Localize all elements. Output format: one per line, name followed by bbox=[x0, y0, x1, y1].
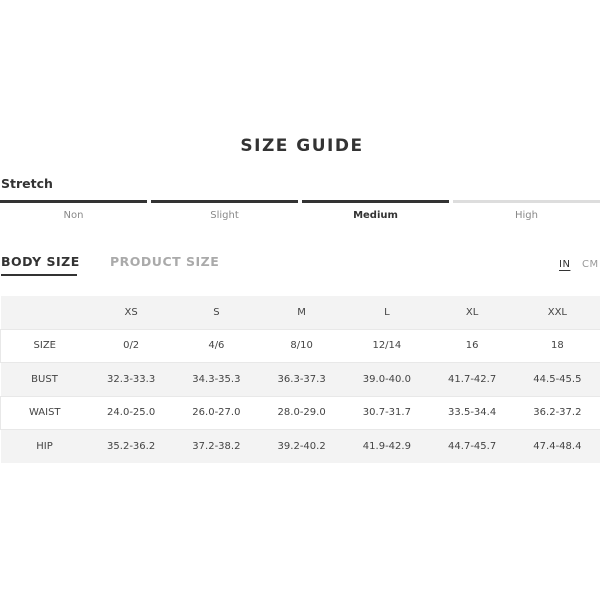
table-cell: 18 bbox=[515, 329, 600, 363]
stretch-level-slight: Slight bbox=[210, 210, 239, 221]
tab-body-size[interactable]: BODY SIZE bbox=[1, 254, 80, 269]
column-header: L bbox=[384, 306, 390, 318]
table-header-row bbox=[1, 296, 600, 329]
column-header: S bbox=[213, 306, 220, 318]
stretch-bar-non bbox=[0, 200, 147, 203]
table-cell: 16 bbox=[430, 329, 515, 363]
table-row bbox=[1, 396, 600, 430]
stretch-label: Stretch bbox=[1, 176, 53, 191]
table-cell: 41.7-42.7 bbox=[448, 373, 497, 385]
table-cell: 39.0-40.0 bbox=[362, 373, 411, 385]
table-cell: 35.2-36.2 bbox=[107, 440, 156, 452]
stretch-bar-high bbox=[453, 200, 600, 203]
stretch-level-high: High bbox=[515, 210, 538, 221]
table-cell: 30.7-31.7 bbox=[344, 396, 429, 430]
table-corner bbox=[1, 296, 89, 329]
row-label: HIP bbox=[36, 440, 53, 452]
table-row bbox=[1, 430, 600, 463]
table-cell: 28.0-29.0 bbox=[259, 396, 344, 430]
table-cell: 36.2-37.2 bbox=[515, 396, 600, 430]
table-cell: 44.5-45.5 bbox=[533, 373, 582, 385]
stretch-level-medium: Medium bbox=[353, 210, 398, 221]
unit-toggle-in[interactable]: IN bbox=[559, 259, 571, 270]
tab-product-size[interactable]: PRODUCT SIZE bbox=[110, 254, 220, 269]
table-cell: 26.0-27.0 bbox=[174, 396, 259, 430]
active-tab-underline bbox=[1, 274, 77, 276]
stretch-bar-medium bbox=[302, 200, 449, 203]
table-cell: 4/6 bbox=[174, 329, 259, 363]
table-cell: 24.0-25.0 bbox=[89, 396, 174, 430]
table-cell: 36.3-37.3 bbox=[277, 373, 326, 385]
table-cell: 32.3-33.3 bbox=[107, 373, 156, 385]
stretch-scale bbox=[0, 200, 600, 203]
table-cell: 12/14 bbox=[344, 329, 429, 363]
table-cell: 39.2-40.2 bbox=[277, 440, 326, 452]
table-cell: 0/2 bbox=[89, 329, 174, 363]
stretch-bar-slight bbox=[151, 200, 298, 203]
table-row bbox=[1, 363, 600, 397]
size-table bbox=[0, 296, 600, 463]
table-cell: 37.2-38.2 bbox=[192, 440, 241, 452]
row-label: BUST bbox=[31, 373, 58, 385]
table-cell: 34.3-35.3 bbox=[192, 373, 241, 385]
unit-toggle-cm[interactable]: CM bbox=[582, 259, 599, 270]
row-label: SIZE bbox=[1, 329, 89, 363]
page-title: SIZE GUIDE bbox=[240, 136, 364, 156]
stretch-level-non: Non bbox=[63, 210, 84, 221]
table-cell: 44.7-45.7 bbox=[448, 440, 497, 452]
table-cell: 47.4-48.4 bbox=[533, 440, 582, 452]
table-row bbox=[1, 329, 600, 363]
column-header: M bbox=[297, 306, 306, 318]
column-header: XXL bbox=[547, 306, 568, 318]
table-cell: 41.9-42.9 bbox=[362, 440, 411, 452]
row-label: WAIST bbox=[1, 396, 89, 430]
table-cell: 8/10 bbox=[259, 329, 344, 363]
column-header: XL bbox=[465, 306, 479, 318]
column-header: XS bbox=[124, 306, 138, 318]
table-cell: 33.5-34.4 bbox=[430, 396, 515, 430]
